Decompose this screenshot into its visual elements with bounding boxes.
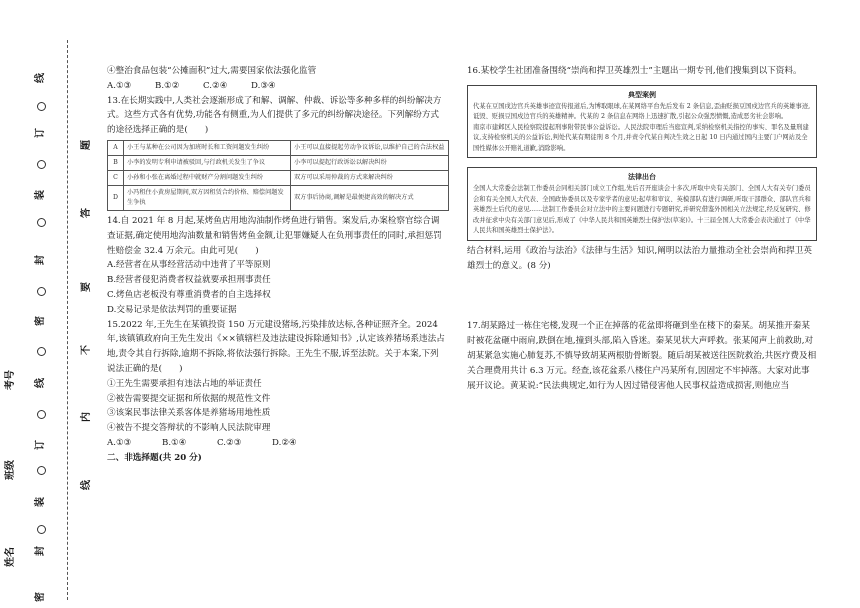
q12-choice-b: B.①② [155,80,180,91]
seal-dashed-line [67,40,68,600]
q14-option-d: D.交易记录是依法判罚的重要证据 [107,304,237,315]
table-row [108,155,449,170]
gutter-seal-char: 线 [35,378,46,388]
law-box-title: 法律出台 [628,172,656,182]
gutter-circle-icon [37,466,46,475]
q13-stem: 13.在长期实践中,人类社会逐渐形成了和解、调解、仲裁、诉讼等多种多样的纠纷解决方式。这些方式各有优势,功能各有侧重,为人们提供了多元的纠纷解决途径。下列解纷方式的途径选择正确的是( ) [107,95,442,136]
gutter-circle-icon [37,287,46,296]
case-box [467,85,817,159]
gutter-seal-char: 封 [35,255,46,265]
q13-row-key: D [108,185,124,210]
q15-stem: 15.2022 年,王先生在某镇投资 150 万元建设猪场,污染排放达标,各种证照齐全。2024 年,该镇镇政府向王先生发出《××镇辖栏及违法建设拆除通知书》,认定该养猪场系违法占地,责令其自行拆除,逾期不拆除,将依法强行拆除。王先生不服,诉至法院。关于本案,下列说法正确的是( ) [107,319,445,374]
gutter-seal-char: 订 [35,128,46,138]
gutter-label-exam-number: 考号 [5,370,16,390]
gutter-circle-icon [37,160,46,169]
q13-row-method: 双方可以采用仲裁的方式来解决纠纷 [291,170,449,185]
q12-option-4: ④整治食品包装“公摊面积”过大,需要国家依法强化监管 [107,66,317,76]
case-box-title: 典型案例 [628,89,656,99]
gutter-seal-char: 装 [35,497,46,507]
gutter-label-class: 班级 [5,460,16,480]
q13-row-method: 小李可以提起行政诉讼以解决纠纷 [291,155,449,170]
gutter-warn-char: 答 [81,208,92,218]
q17-stem: 17.胡某路过一栋住宅楼,发现一个正在掉落的花盆即将砸到坐在楼下的秦某。胡某推开秦某时被花盆砸中雨肩,跌倒在地,撞到头部,陷入昏迷。秦某见状大声呼救。张某闻声上前救助,对胡某紧急实施心肺复苏,不慎导致胡某两根肋骨断裂。随后胡某被送往医院救治,共医疗费及相关合理费用共计 6.3 万元。经查,该花盆系八楼住户冯某所有,因固定不牢掉落。大家对此事展开议论。黄某说:“民法典规定,如行为人因过错侵害他人民事权益造成损害,则他应当 [467,321,817,391]
q15-choice-d: D.②④ [272,437,297,448]
q16-question: 结合材料,运用《政治与法治》《法律与生活》知识,阐明以法治力量推动全社会崇尚和捍卫英雄烈士的意义。(8 分) [467,245,812,271]
gutter-circle-icon [37,525,46,534]
q15-statement-4: ④被告不提交答辩状的不影响人民法院审理 [107,423,271,434]
q13-row-method: 小王可以直接提起劳动争议诉讼,以维护自己的合法权益 [291,140,449,155]
q15-choice-c: C.②③ [217,437,242,448]
q13-row-case: 小李的发明专利申请被驳回,与行政机关发生了争议 [124,155,291,170]
q12-choice-c: C.②④ [203,80,228,91]
gutter-warn-char: 线 [81,480,92,490]
answer-space [467,273,817,319]
q14-stem: 14.自 2021 年 8 月起,某烤鱼店用地沟油制作烤鱼进行销售。案发后,办案检察官综合调查证据,确定使用地沟油数量和销售烤鱼金额,让犯罪嫌疑人在负刑事责任的同时,承担惩罚性赔偿金 32.4 万余元。由此可见( ) [107,215,442,256]
case-box-paragraph-2: 南京市建邺区人民检察院提起刑事附带民事公益诉讼。人民法院审理后当庭宣判,采纳检察机关指控的事实、罪名及量刑建议,支持检察机关的公益诉讼,判处代某有期徒刑 8 个月,并责令代某自判决生效之日起 10 日内通过国内主要门户网站及全国性媒体公开赔礼道歉,消除影响。 [473,123,809,152]
q14-option-b: B.经营者侵犯消费者权益就要承担刑事责任 [107,275,271,286]
q13-row-key: B [108,155,124,170]
gutter-seal-char: 订 [35,440,46,450]
q13-row-key: C [108,170,124,185]
gutter-circle-icon [37,218,46,227]
q15-choice-a: A.①③ [107,437,132,448]
q13-table [107,140,449,211]
q14-option-c: C.烤鱼店老板没有尊重消费者的自主选择权 [107,289,271,300]
table-row [108,170,449,185]
q15-statement-1: ①王先生需要承担有违法占地的举证责任 [107,378,262,389]
q15-choices [107,436,447,451]
q14-option-a: A.经营者在从事经营活动中违背了平等原则 [107,260,271,271]
law-box-paragraph: 全国人大常委会法制工作委员会同相关部门成立工作组,先后召开座谈会十多次,听取中央有关部门、全国人大有关专门委员会和有关全国人大代表、全国政协委员以及专家学者的意见;起草和审议、英模部队有进行调研,听取干部群众、部队官兵和英雄烈士后代的意见……法制工作委员会对立法中的主要问题进行专题研究,并研究借鉴外国相关立法规定,经反复研究、修改并征求中央有关部门意见后,形成了《中华人民共和国英雄烈士保护法(草案)》。十三届全国人大常委会表决通过了《中华人民共和国英雄烈士保护法》。 [473,185,811,235]
law-box [467,167,817,241]
table-row [108,185,449,210]
case-box-paragraph-1: 代某在豆国戌边官兵英雄事迹宣传报道后,为博取眼球,在某网络平台先后发布 2 条信息,歪曲贬损豆国戍边官兵的英雄事迹,诋毁、贬损豆国戍边官兵的英雄精神。代某的 2 条信息在网络上迅速扩散,引起公众强烈愤慨,造成恶劣社会影响。 [473,102,811,121]
left-column [107,64,447,466]
gutter-circle-icon [37,410,46,419]
gutter-circle-icon [37,347,46,356]
gutter-seal-char: 封 [35,546,46,556]
gutter-warn-char: 内 [81,412,92,422]
gutter-label-name: 姓名 [5,547,16,567]
q13-row-case: 小王与某种在公司因为加班时长和工资问题发生纠纷 [124,140,291,155]
q16-intro: 16.某校学生社团准备围绕“崇尚和捍卫英雄烈士”主题出一期专刊,他们搜集到以下资料。 [467,66,802,76]
gutter-seal-char: 密 [35,316,46,326]
q12-choice-a: A.①③ [107,80,132,91]
gutter-seal-char: 线 [35,73,46,83]
q12-choice-d: D.③④ [251,80,276,91]
q13-row-method: 双方事后协商,调解是最便捷高效的解决方式 [291,185,449,210]
gutter-seal-char: 装 [35,190,46,200]
q13-row-key: A [108,140,124,155]
q15-choice-b: B.①④ [162,437,187,448]
section-heading: 二、非选择题(共 20 分) [107,452,202,463]
gutter-warn-char: 题 [81,140,92,150]
gutter-warn-char: 要 [81,282,92,292]
q12-choices [107,79,447,94]
q13-row-case: 小冯租住小黄房屋期间,双方因租赁合约价格、赔偿问题发生争执 [124,185,291,210]
seal-gutter [0,0,96,608]
table-row [108,140,449,155]
q13-row-case: 小孙和小张在离婚过程中就财产分割问题发生纠纷 [124,170,291,185]
q15-statement-2: ②被告需要提交证据和所依据的规范性文件 [107,393,271,404]
q15-statement-3: ③该案民事法律关系客体是养猪场用地性质 [107,408,271,419]
gutter-seal-char: 密 [35,592,46,602]
right-column [467,64,817,393]
gutter-warn-char: 不 [81,345,92,355]
gutter-circle-icon [37,102,46,111]
